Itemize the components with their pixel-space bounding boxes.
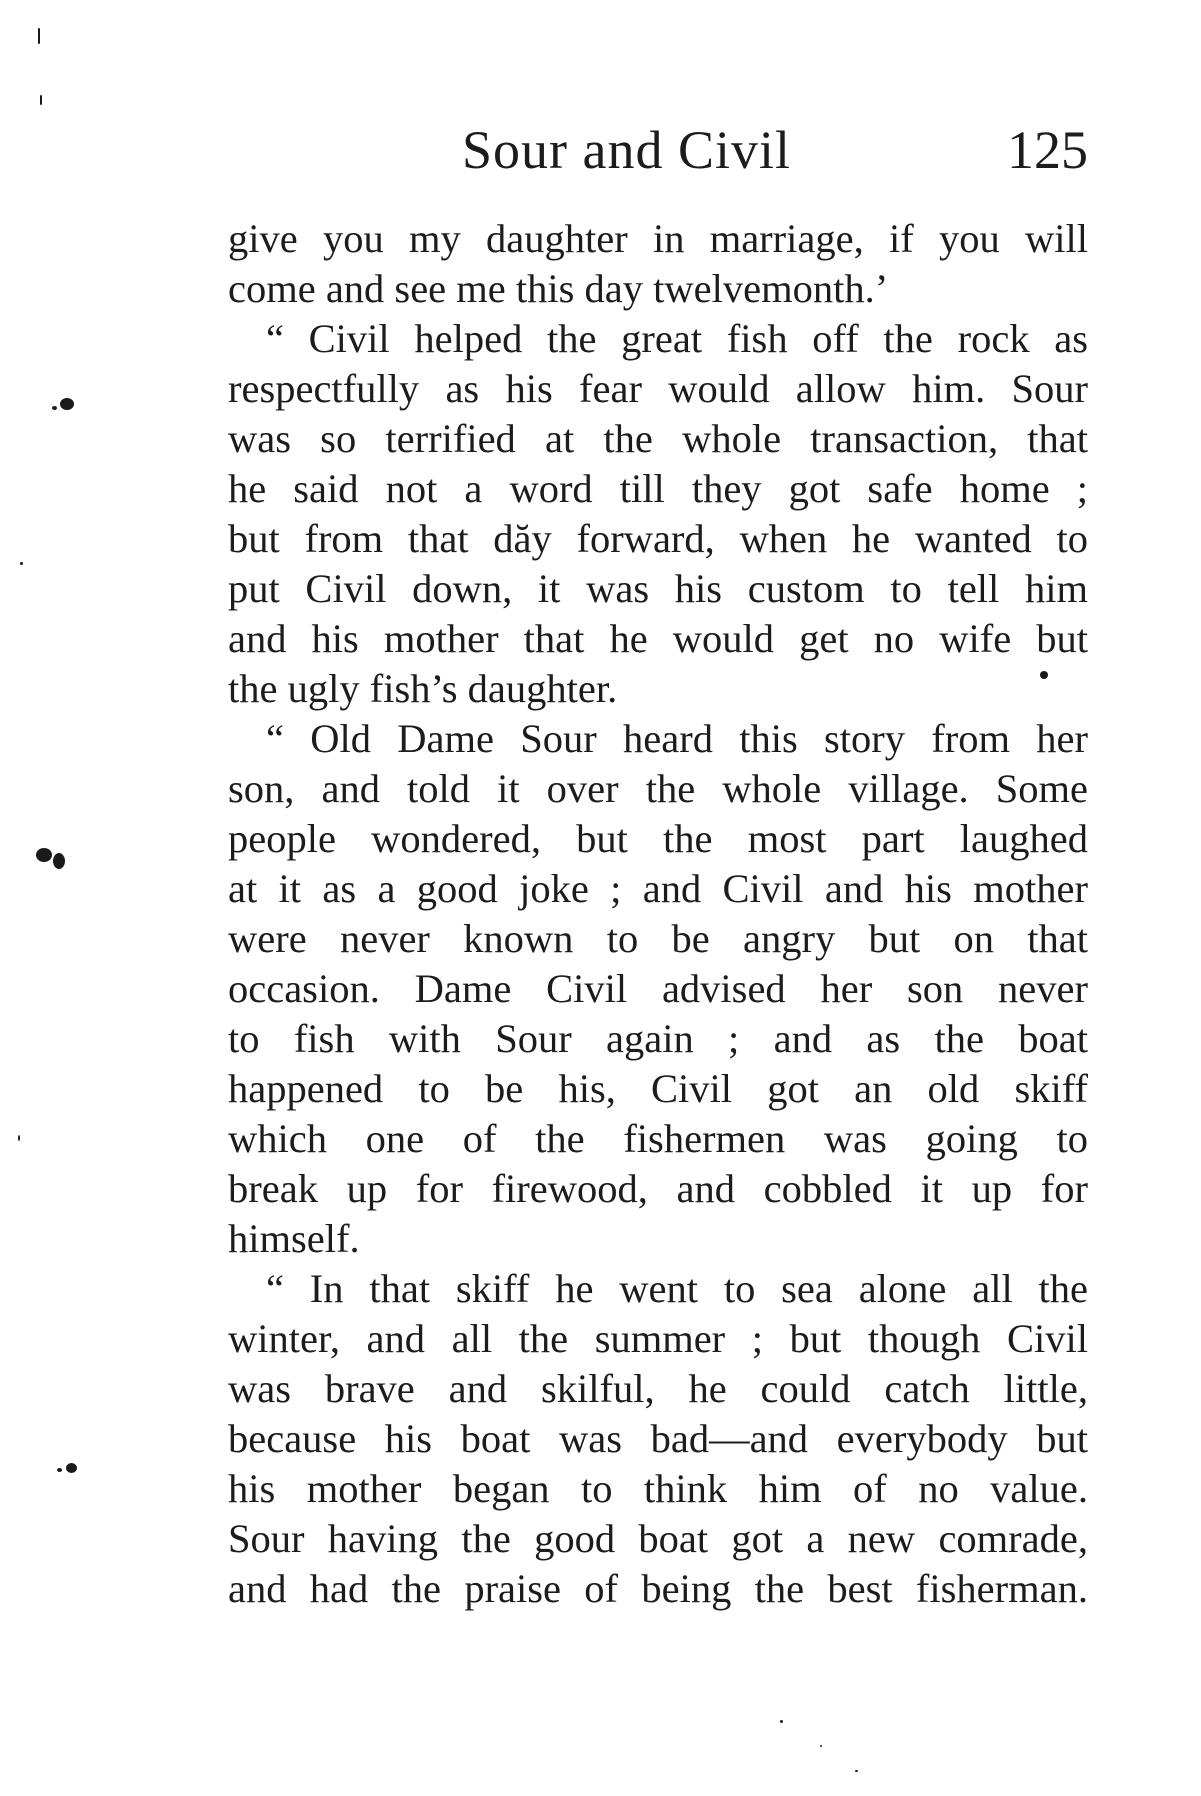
ink-speck [20,562,23,565]
ink-speck [780,1720,783,1723]
text-line: “ In that skiff he went to sea alone all the [266,1266,1088,1311]
text-line: he said not a word till they got safe home ; [228,466,1088,511]
text-line: occasion. Dame Civil advised her son never [228,966,1088,1011]
text-line: give you my daughter in marriage, if you will [228,216,1088,261]
text-line: were never known to be angry but on that [228,916,1088,961]
text-line: his mother began to think him of no value. [228,1466,1088,1511]
text-line: happened to be his, Civil got an old skiff [228,1066,1088,1111]
ink-speck [36,848,52,862]
text-line: but from that dăy forward, when he wanted to [228,516,1088,561]
body-text [228,214,1088,1614]
text-line: son, and told it over the whole village. Some [228,766,1088,811]
text-line: at it as a good joke ; and Civil and his mother [228,866,1088,911]
text-line: was so terrified at the whole transaction, that [228,416,1088,461]
text-line: and had the praise of being the best fisherman. [228,1566,1088,1611]
page-number: 125 [1007,120,1088,180]
text-line: the ugly fish’s daughter. [228,666,618,711]
text-line: to fish with Sour again ; and as the boat [228,1016,1088,1061]
text-line: Sour having the good boat got a new comrade, [228,1516,1088,1561]
text-line: put Civil down, it was his custom to tell him [228,566,1088,611]
text-line: which one of the fishermen was going to [228,1116,1088,1161]
ink-speck [40,95,42,105]
ink-speck [53,853,65,869]
text-line: break up for firewood, and cobbled it up for [228,1166,1088,1211]
ink-speck [66,1463,77,1473]
running-title: Sour and Civil [462,120,792,180]
page-header [228,118,1088,182]
text-line: “ Civil helped the great fish off the rock as [266,316,1088,361]
text-line: people wondered, but the most part laughed [228,816,1088,861]
ink-speck [38,28,40,44]
ink-speck [855,1770,858,1772]
text-line: and his mother that he would get no wife but [228,616,1088,661]
ink-speck [60,398,74,410]
text-line: come and see me this day twelvemonth.’ [228,266,889,311]
ink-speck [820,1745,822,1747]
text-line: was brave and skilful, he could catch little, [228,1366,1088,1411]
text-line: because his boat was bad—and everybody but [228,1416,1088,1461]
ink-speck [18,1135,20,1141]
text-line: himself. [228,1216,360,1261]
text-line: “ Old Dame Sour heard this story from her [266,716,1088,761]
ink-speck [52,406,57,410]
ink-speck [1040,671,1048,679]
ink-speck [57,1468,62,1472]
text-line: winter, and all the summer ; but though Civil [228,1316,1088,1361]
text-line: respectfully as his fear would allow him. Sour [228,366,1088,411]
